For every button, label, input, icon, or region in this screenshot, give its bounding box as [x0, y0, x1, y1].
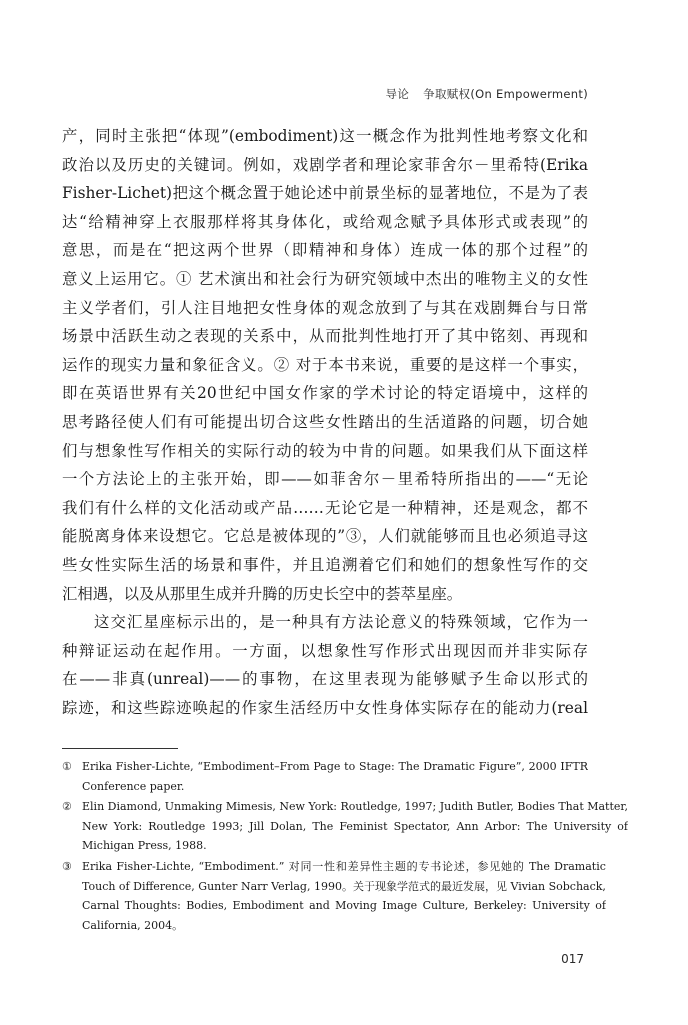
page-number: 017	[561, 952, 584, 966]
footnote-line: Touch of Difference, Gunter Narr Verlag, 1990。关于现象学范式的最近发展，见 Vivian Sobchack,	[82, 879, 606, 893]
footnotes	[62, 757, 628, 936]
body-line: Fisher-Lichet)把这个概念置于她论述中前景坐标的显著地位，不是为了表	[62, 184, 588, 203]
body-line: 达“给精神穿上衣服那样将其身体化，或给观念赋予具体形式或表现”的	[62, 212, 588, 231]
body-line: 一个方法论上的主张开始，即——如菲舍尔－里希特所指出的——“无论	[62, 470, 588, 489]
body-line: 产，同时主张把“体现”(embodiment)这一概念作为批判性地考察文化和	[62, 127, 588, 145]
body-line: 能脱离身体来设想它。它总是被体现的”③，人们就能够而且也必须追寻这	[62, 527, 588, 546]
running-head	[386, 86, 588, 102]
body-line: 们与想象性写作相关的实际行动的较为中肯的问题。如果我们从下面这样	[62, 441, 588, 460]
body-line: 踪迹，和这些踪迹唤起的作家生活经历中女性身体实际存在的能动力(real	[62, 698, 588, 717]
footnote-marker: ③	[62, 859, 72, 873]
footnote-marker: ②	[62, 800, 72, 814]
body-line: 即在英语世界有关20世纪中国女作家的学术讨论的特定语境中，这样的	[62, 384, 588, 403]
body-line: 场景中活跃生动之表现的关系中，从而批判性地打开了其中铭刻、再现和	[62, 327, 588, 346]
body-line: 思考路径使人们有可能提出切合这些女性踏出的生活道路的问题，切合她	[62, 412, 588, 431]
running-head-title: 争取赋权(On Empowerment)	[423, 87, 588, 101]
body-text	[62, 122, 588, 722]
body-line: 政治以及历史的关键词。例如，戏剧学者和理论家菲舍尔－里希特(Erika	[62, 155, 588, 174]
body-line: 在——非真(unreal)——的事物，在这里表现为能够赋予生命以形式的	[62, 670, 588, 689]
body-line: 意思，而是在“把这两个世界（即精神和身体）连成一体的那个过程”的	[62, 241, 588, 260]
body-line: 意义上运用它。① 艺术演出和社会行为研究领域中杰出的唯物主义的女性	[62, 269, 588, 288]
footnote-line: Michigan Press, 1988.	[82, 839, 207, 853]
running-head-section: 导论	[385, 87, 410, 101]
body-line: 种辩证运动在起作用。一方面，以想象性写作形式出现因而并非实际存	[62, 641, 588, 660]
body-line: 运作的现实力量和象征含义。② 对于本书来说，重要的是这样一个事实，	[62, 355, 588, 374]
footnote-2	[62, 797, 628, 856]
body-line: 我们有什么样的文化活动或产品……无论它是一种精神，还是观念，都不	[62, 498, 588, 517]
footnote-line: Conference paper.	[82, 779, 185, 793]
footnote-marker: ①	[62, 760, 72, 773]
footnote-line: Erika Fisher-Lichte, “Embodiment–From Page to Stage: The Dramatic Figure”, 2000 IFTR	[82, 760, 588, 773]
footnote-line: Elin Diamond, Unmaking Mimesis, New York: Routledge, 1997; Judith Butler, Bodies That Matter,	[82, 800, 628, 814]
paragraph-start-line: 这交汇星座标示出的，是一种具有方法论意义的特殊领域，它作为一	[94, 613, 588, 632]
footnote-line: New York: Routledge 1993; Jill Dolan, The Feminist Spectator, Ann Arbor: The University of	[82, 819, 628, 833]
footnote-line: California, 2004。	[82, 918, 184, 932]
body-line: 主义学者们，引人注目地把女性身体的观念放到了与其在戏剧舞台与日常	[62, 298, 588, 317]
footnote-3	[62, 857, 606, 935]
footnote-divider	[62, 748, 178, 749]
paragraph-end-line: 汇相遇，以及从那里生成并升腾的历史长空中的荟萃星座。	[62, 584, 463, 603]
footnote-line: Erika Fisher-Lichte, “Embodiment.” 对同一性和差异性主题的专书论述，参见她的 The Dramatic	[82, 859, 606, 873]
footnote-1	[62, 757, 588, 796]
body-line: 些女性实际生活的场景和事件，并且追溯着它们和她们的想象性写作的交	[62, 555, 588, 574]
footnote-line: Carnal Thoughts: Bodies, Embodiment and Moving Image Culture, Berkeley: University of	[82, 899, 606, 913]
